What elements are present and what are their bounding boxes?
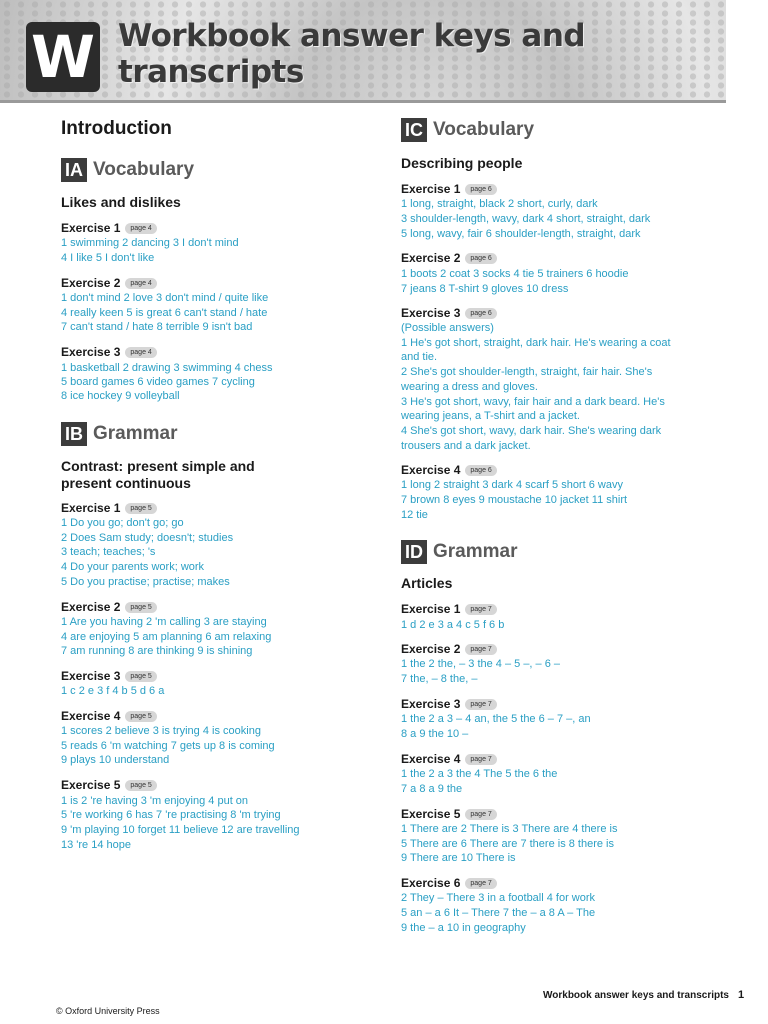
exercise-heading — [401, 642, 497, 656]
answer-line: 5 an – a 6 It – There 7 the – a 8 A – The — [401, 907, 596, 919]
answer-line: 8 a 9 the 10 – — [401, 728, 469, 740]
answer-line: 9 There are 10 There is — [401, 852, 516, 864]
section-name: Grammar — [93, 423, 178, 444]
exercise-heading — [61, 669, 157, 683]
answer-line: 2 They – There 3 in a football 4 for work — [401, 892, 596, 904]
answer-line: 4 really keen 5 is great 6 can't stand / hate — [61, 307, 268, 319]
exercise-heading — [401, 697, 497, 711]
exercise-title: Exercise 3 — [401, 697, 461, 711]
answer-line: wearing a dress and gloves. — [401, 381, 538, 393]
section-heading-id — [401, 540, 518, 564]
answer-line: 8 ice hockey 9 volleyball — [61, 390, 180, 402]
answer-line: 3 shoulder-length, wavy, dark 4 short, straight, dark — [401, 213, 651, 225]
page-ref-badge: page 5 — [125, 780, 156, 791]
page-ref-badge: page 6 — [465, 308, 496, 319]
answer-line: 1 boots 2 coat 3 socks 4 tie 5 trainers 6 hoodie — [401, 268, 629, 280]
answer-line: 9 plays 10 understand — [61, 754, 170, 766]
answer-line: 3 He's got short, wavy, fair hair and a dark beard. He's — [401, 396, 665, 408]
answer-line: 4 She's got short, wavy, dark hair. She's wearing dark — [401, 425, 662, 437]
exercise-title: Exercise 4 — [401, 752, 461, 766]
page-ref-badge: page 7 — [465, 878, 496, 889]
answer-line: 7 a 8 a 9 the — [401, 783, 463, 795]
exercise-title: Exercise 1 — [401, 182, 461, 196]
answer-line: 1 the 2 a 3 the 4 The 5 the 6 the — [401, 768, 558, 780]
page-ref-badge: page 7 — [465, 699, 496, 710]
exercise-title: Exercise 2 — [61, 600, 121, 614]
section-name: Vocabulary — [433, 119, 535, 140]
exercise-title: Exercise 1 — [401, 602, 461, 616]
page-ref-badge: page 7 — [465, 809, 496, 820]
answer-line: 7 jeans 8 T-shirt 9 gloves 10 dress — [401, 283, 569, 295]
page-header — [0, 0, 726, 103]
exercise-heading — [401, 752, 497, 766]
exercise-heading — [61, 276, 157, 290]
exercise-heading — [61, 600, 157, 614]
answer-line: trousers and a dark jacket. — [401, 440, 531, 452]
section-tag: ID — [401, 540, 427, 564]
exercise-title: Exercise 3 — [61, 345, 121, 359]
answer-line: 3 teach; teaches; 's — [61, 546, 156, 558]
answer-line: wearing jeans, a T-shirt and a jacket. — [401, 410, 580, 422]
answer-line: 5 Do you practise; practise; makes — [61, 576, 230, 588]
answer-line: 7 am running 8 are thinking 9 is shining — [61, 645, 253, 657]
answer-line: 7 the, – 8 the, – — [401, 673, 478, 685]
answer-line: 1 He's got short, straight, dark hair. He's wearing a coat — [401, 337, 671, 349]
answer-note: (Possible answers) — [401, 322, 494, 334]
exercise-heading — [401, 876, 497, 890]
answer-line: 1 long, straight, black 2 short, curly, dark — [401, 198, 598, 210]
section-letter-badge: W — [26, 22, 100, 92]
page-number: 1 — [738, 989, 745, 1001]
exercise-title: Exercise 6 — [401, 876, 461, 890]
exercise-title: Exercise 2 — [61, 276, 121, 290]
section-heading-ib — [61, 422, 178, 446]
answer-line: 1 c 2 e 3 f 4 b 5 d 6 a — [61, 685, 165, 697]
answer-line: 13 're 14 hope — [61, 839, 131, 851]
page-ref-badge: page 6 — [465, 465, 496, 476]
exercise-title: Exercise 2 — [401, 251, 461, 265]
exercise-heading — [401, 463, 497, 477]
page-ref-badge: page 7 — [465, 604, 496, 615]
page-ref-badge: page 7 — [465, 754, 496, 765]
answer-line: 1 is 2 're having 3 'm enjoying 4 put on — [61, 795, 249, 807]
footer-title: Workbook answer keys and transcripts — [543, 990, 729, 1001]
section-heading-ia — [61, 158, 194, 182]
exercise-title: Exercise 1 — [61, 501, 121, 515]
section-tag: IC — [401, 118, 427, 142]
answer-line: 4 I like 5 I don't like — [61, 252, 155, 264]
exercise-heading — [61, 501, 157, 515]
exercise-title: Exercise 1 — [61, 221, 121, 235]
answer-line: 1 the 2 a 3 – 4 an, the 5 the 6 – 7 –, an — [401, 713, 591, 725]
answer-line: 4 Do your parents work; work — [61, 561, 205, 573]
page-ref-badge: page 5 — [125, 503, 156, 514]
answer-line: 1 the 2 the, – 3 the 4 – 5 –, – 6 – — [401, 658, 561, 670]
answer-line: 4 are enjoying 5 am planning 6 am relaxing — [61, 631, 272, 643]
answer-line: 1 swimming 2 dancing 3 I don't mind — [61, 237, 239, 249]
subheading: Contrast: present simple and — [61, 458, 255, 474]
section-name: Grammar — [433, 541, 518, 562]
page-ref-badge: page 6 — [465, 253, 496, 264]
answer-line: 2 She's got shoulder-length, straight, fair hair. She's — [401, 366, 653, 378]
answer-line: 1 There are 2 There is 3 There are 4 there is — [401, 823, 618, 835]
exercise-heading — [401, 182, 497, 196]
answer-line: 1 Do you go; don't go; go — [61, 517, 184, 529]
exercise-title: Exercise 4 — [401, 463, 461, 477]
copyright-notice: © Oxford University Press — [56, 1006, 160, 1016]
page-ref-badge: page 6 — [465, 184, 496, 195]
page-ref-badge: page 4 — [125, 347, 156, 358]
subheading: Articles — [401, 575, 453, 591]
answer-line: 1 don't mind 2 love 3 don't mind / quite like — [61, 292, 269, 304]
exercise-heading — [401, 602, 497, 616]
answer-line: 12 tie — [401, 509, 428, 521]
answer-line: 5 're working 6 has 7 're practising 8 'm trying — [61, 809, 281, 821]
exercise-title: Exercise 4 — [61, 709, 121, 723]
exercise-heading — [401, 306, 497, 320]
answer-line: 7 can't stand / hate 8 terrible 9 isn't bad — [61, 321, 253, 333]
exercise-heading — [61, 709, 157, 723]
section-tag: IA — [61, 158, 87, 182]
page-ref-badge: page 4 — [125, 223, 156, 234]
exercise-title: Exercise 3 — [61, 669, 121, 683]
section-tag: IB — [61, 422, 87, 446]
page-title: Workbook answer keys and transcripts — [118, 18, 586, 90]
exercise-heading — [61, 345, 157, 359]
answer-line: 5 There are 6 There are 7 there is 8 there is — [401, 838, 614, 850]
exercise-title: Exercise 3 — [401, 306, 461, 320]
section-heading-ic — [401, 118, 534, 142]
answer-line: 1 basketball 2 drawing 3 swimming 4 chess — [61, 362, 273, 374]
exercise-title: Exercise 5 — [61, 778, 121, 792]
page-ref-badge: page 5 — [125, 671, 156, 682]
answer-line: 1 long 2 straight 3 dark 4 scarf 5 short 6 wavy — [401, 479, 623, 491]
answer-line: 9 'm playing 10 forget 11 believe 12 are travelling — [61, 824, 300, 836]
answer-line: 1 scores 2 believe 3 is trying 4 is cooking — [61, 725, 261, 737]
page-ref-badge: page 7 — [465, 644, 496, 655]
answer-line: 9 the – a 10 in geography — [401, 922, 526, 934]
answer-line: 2 Does Sam study; doesn't; studies — [61, 532, 234, 544]
subheading: Likes and dislikes — [61, 194, 181, 210]
subheading: present continuous — [61, 475, 191, 491]
answer-line: 1 Are you having 2 'm calling 3 are staying — [61, 616, 267, 628]
introduction-heading: Introduction — [61, 118, 172, 139]
exercise-title: Exercise 2 — [401, 642, 461, 656]
answer-line: and tie. — [401, 351, 438, 363]
page-ref-badge: page 5 — [125, 602, 156, 613]
answer-line: 1 d 2 e 3 a 4 c 5 f 6 b — [401, 619, 505, 631]
exercise-heading — [401, 807, 497, 821]
subheading: Describing people — [401, 155, 523, 171]
answer-line: 5 long, wavy, fair 6 shoulder-length, straight, dark — [401, 228, 641, 240]
section-name: Vocabulary — [93, 159, 195, 180]
exercise-heading — [61, 221, 157, 235]
answer-line: 5 reads 6 'm watching 7 gets up 8 is coming — [61, 740, 275, 752]
page-ref-badge: page 5 — [125, 711, 156, 722]
exercise-title: Exercise 5 — [401, 807, 461, 821]
page-ref-badge: page 4 — [125, 278, 156, 289]
exercise-heading — [401, 251, 497, 265]
exercise-heading — [61, 778, 157, 792]
answer-line: 7 brown 8 eyes 9 moustache 10 jacket 11 shirt — [401, 494, 628, 506]
answer-line: 5 board games 6 video games 7 cycling — [61, 376, 255, 388]
